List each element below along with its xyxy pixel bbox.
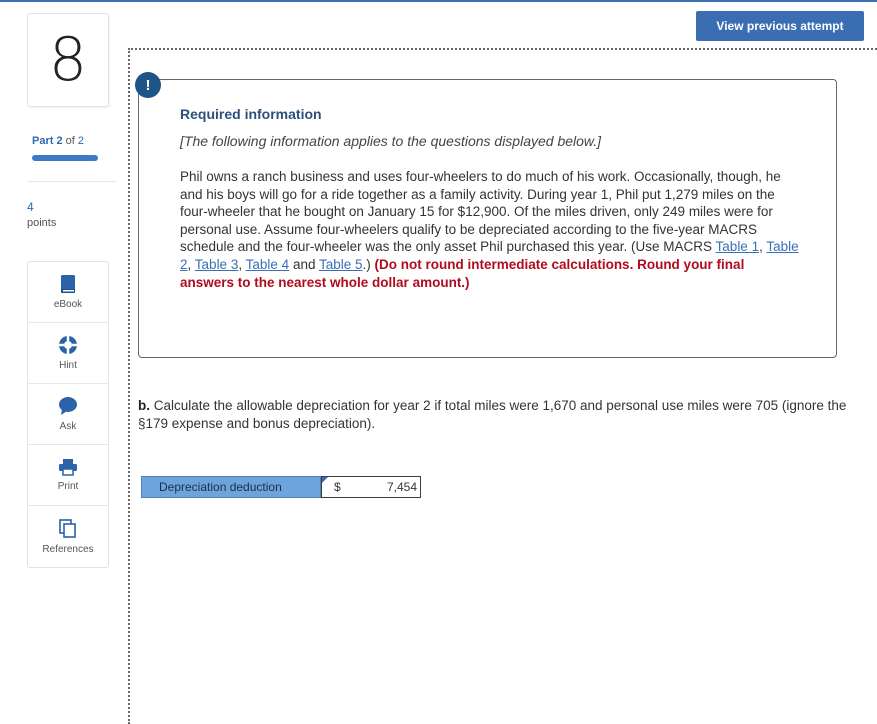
macrs-table-5-link[interactable]: Table 5 [318, 256, 363, 272]
references-button[interactable] [28, 506, 108, 567]
question-number [27, 13, 109, 107]
answer-flag-icon [322, 477, 328, 483]
part-of: of [65, 135, 75, 147]
ask-label: Ask [59, 421, 77, 432]
hint-label: Hint [59, 360, 77, 371]
printer-icon [58, 458, 78, 476]
divider [27, 181, 117, 182]
depreciation-deduction-label: Depreciation deduction [141, 476, 321, 498]
print-button[interactable] [28, 445, 108, 506]
hint-button[interactable] [28, 323, 108, 384]
question-b-prefix: b. [138, 398, 150, 413]
applies-note: [The following information applies to the questions displayed below.] [180, 133, 602, 149]
problem-text: Phil owns a ranch business and uses four-wheelers to do much of his work. Occasionally, though, he and his boys will go for a ride together as a family activity. During year 1, Phil put 1,279 miles on the four-wheeler that he bought on January 15 for $12,900. Of the miles driven, only 249 miles were for personal use. Assume four-wheelers qualify to be depreciated according to the five-year MACRS schedule and the four-wheeler was the only asset Phil purchased this year. (Use MACRS [180, 169, 781, 255]
lifebuoy-icon [58, 335, 78, 355]
currency-symbol: $ [334, 480, 341, 494]
alert-icon: ! [135, 72, 161, 98]
part-progress-bar [32, 155, 98, 161]
macrs-table-1-link[interactable]: Table 1 [715, 239, 760, 255]
macrs-table-2-link[interactable]: Table 2 [180, 239, 799, 272]
tools-panel [27, 261, 109, 568]
question-number-text: 8 [48, 25, 88, 95]
content-frame-left [128, 48, 130, 724]
part-current: 2 [56, 135, 63, 147]
content-frame-top [128, 48, 877, 50]
depreciation-deduction-value[interactable]: 7,454 [386, 480, 417, 494]
ebook-label: eBook [53, 299, 83, 310]
ask-button[interactable] [28, 384, 108, 445]
view-previous-attempt-button[interactable]: View previous attempt [696, 11, 864, 41]
depreciation-deduction-input[interactable] [321, 476, 421, 498]
required-information-title: Required information [180, 106, 322, 122]
print-label: Print [57, 481, 79, 492]
points-value: 4 [27, 200, 34, 214]
points-indicator [27, 199, 56, 231]
chat-bubble-icon [58, 396, 78, 416]
part-total: 2 [77, 135, 85, 147]
part-label: Part [32, 135, 54, 147]
problem-statement: Phil owns a ranch business and uses four-wheelers to do much of his work. Occasionally, though, he and his boys will go for a ride together as a family activity. During year 1, Phil put 1,279 miles on the four-wheeler that he bought on January 15 for $12,900. Of the miles driven, only 249 miles were for personal use. Assume four-wheelers qualify to be depreciated according to the five-year MACRS schedule and the four-wheeler was the only asset Phil purchased this year. (Use MACRS Table 1, Table 2, Table 3, Table 4 and Table 5.) (Do not round intermediate calculations. Round your final answers to the nearest whole dollar amount.) [180, 169, 799, 290]
points-label: points [27, 217, 57, 229]
references-label: References [42, 543, 94, 555]
question-b [138, 397, 868, 433]
ebook-button[interactable] [28, 262, 108, 323]
rounding-instruction: (Do not round intermediate calculations. Round your final answers to the nearest whole dollar amount.) [180, 256, 745, 290]
documents-icon [59, 519, 77, 539]
part-indicator [32, 135, 84, 147]
top-border [0, 0, 877, 2]
macrs-table-4-link[interactable]: Table 4 [245, 256, 290, 272]
macrs-table-3-link[interactable]: Table 3 [194, 256, 239, 272]
book-icon [59, 274, 77, 294]
question-b-text: Calculate the allowable depreciation for year 2 if total miles were 1,670 and personal use miles were 705 (ignore the §179 expense and bonus depreciation). [138, 398, 847, 431]
